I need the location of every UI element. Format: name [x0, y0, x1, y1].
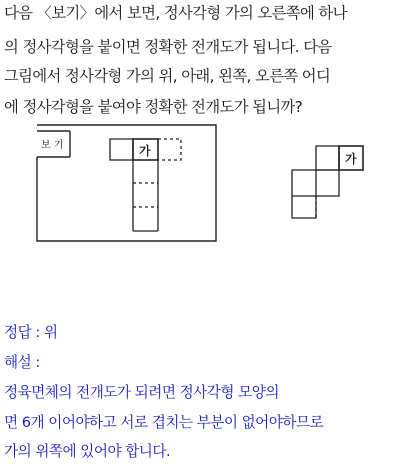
- explanation-heading: 해설 :: [4, 354, 40, 371]
- explanation-line: 면 6개 이어야하고 서로 겹치는 부분이 없어야하므로: [4, 414, 324, 431]
- square-label-left: 가: [139, 144, 151, 158]
- question-line: 다음 〈보기〉에서 보면, 정사각형 가의 오른쪽에 하나: [4, 4, 347, 22]
- question-line: 그림에서 정사각형 가의 위, 아래, 왼쪽, 오른쪽 어디: [4, 67, 331, 85]
- example-box: [37, 125, 216, 241]
- example-label: 보 기: [41, 140, 64, 151]
- question-line: 의 정사각형을 붙이면 정확한 전개도가 됩니다. 다음: [4, 38, 332, 56]
- explanation-line: 가의 위쪽에 있어야 합니다.: [4, 443, 171, 460]
- question-line: 에 정사각형을 붙여야 정확한 전개도가 됩니까?: [4, 98, 303, 116]
- answer-line: 정답 : 위: [4, 324, 58, 341]
- explanation-line: 정육면체의 전개도가 되려면 정사각형 모양의: [4, 384, 279, 401]
- square-label-right: 가: [345, 152, 357, 166]
